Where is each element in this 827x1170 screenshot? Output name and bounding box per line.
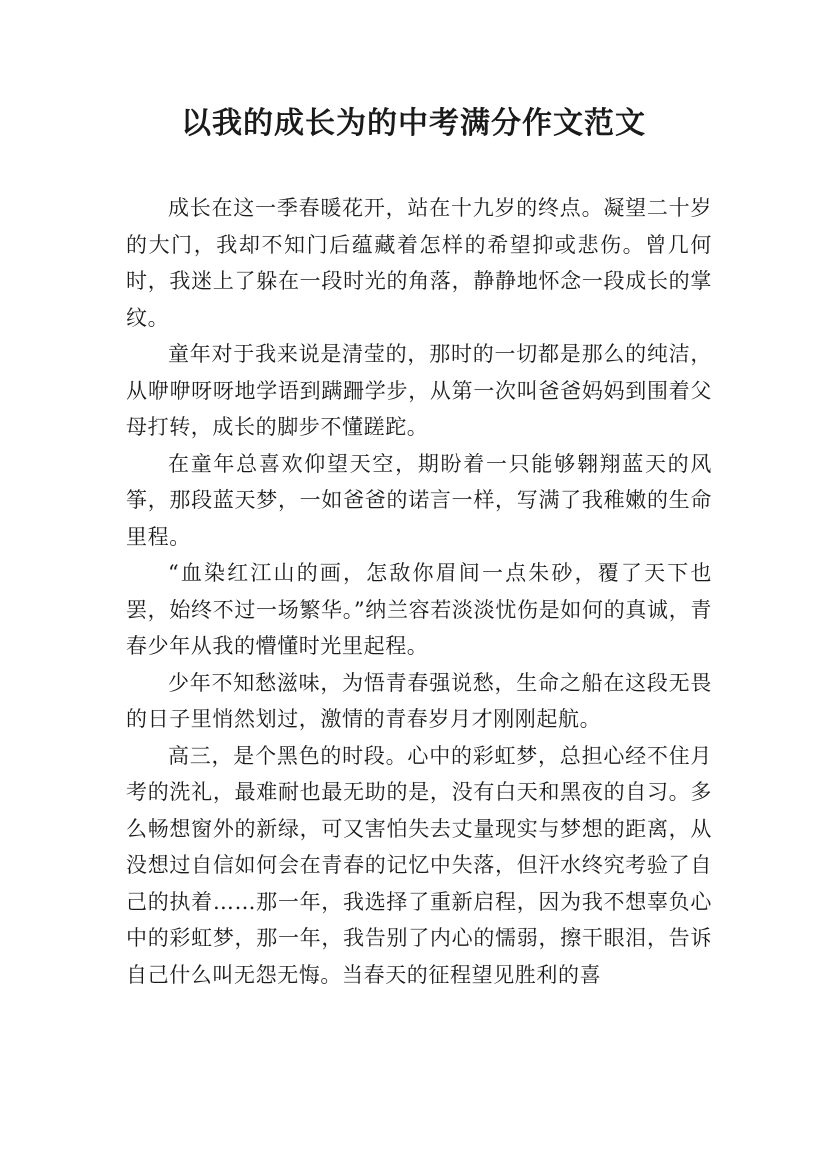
paragraph: 在童年总喜欢仰望天空，期盼着一只能够翱翔蓝天的风筝，那段蓝天梦，一如爸爸的诺言一样，写满了我稚嫩的生命里程。 bbox=[126, 451, 712, 549]
paragraph: 成长在这一季春暖花开，站在十九岁的终点。凝望二十岁的大门，我却不知门后蕴藏着怎样的希望抑或悲伤。曾几何时，我迷上了躲在一段时光的角落，静静地怀念一段成长的掌纹。 bbox=[126, 196, 712, 330]
paragraph: “血染红江山的画，怎敌你眉间一点朱砂，覆了天下也罢，始终不过一场繁华。”纳兰容若淡淡忧伤是如何的真诚，青春少年从我的懵懂时光里起程。 bbox=[126, 561, 712, 658]
document-title: 以我的成长为的中考满分作文范文 bbox=[181, 106, 646, 141]
document-body bbox=[126, 190, 712, 993]
paragraph: 高三，是个黑色的时段。心中的彩虹梦，总担心经不住月考的洗礼，最难耐也最无助的是，没有白天和黑夜的自习。多么畅想窗外的新绿，可又害怕失去丈量现实与梦想的距离，从没想过自信如何会在青春的记忆中失落，但汗水终究考验了自己的执着……那一年，我选择了重新启程，因为我不想辜负心中的彩虹梦，那一年，我告别了内心的懦弱，擦干眼泪，告诉自己什么叫无怨无悔。当春天的征程望见胜利的喜 bbox=[126, 743, 712, 987]
paragraph: 童年对于我来说是清莹的，那时的一切都是那么的纯洁，从咿咿呀呀地学语到蹒跚学步，从第一次叫爸爸妈妈到围着父母打转，成长的脚步不懂蹉跎。 bbox=[126, 342, 712, 439]
paragraph: 少年不知愁滋味，为悟青春强说愁，生命之船在这段无畏的日子里悄然划过，激情的青春岁月才刚刚起航。 bbox=[126, 670, 712, 731]
